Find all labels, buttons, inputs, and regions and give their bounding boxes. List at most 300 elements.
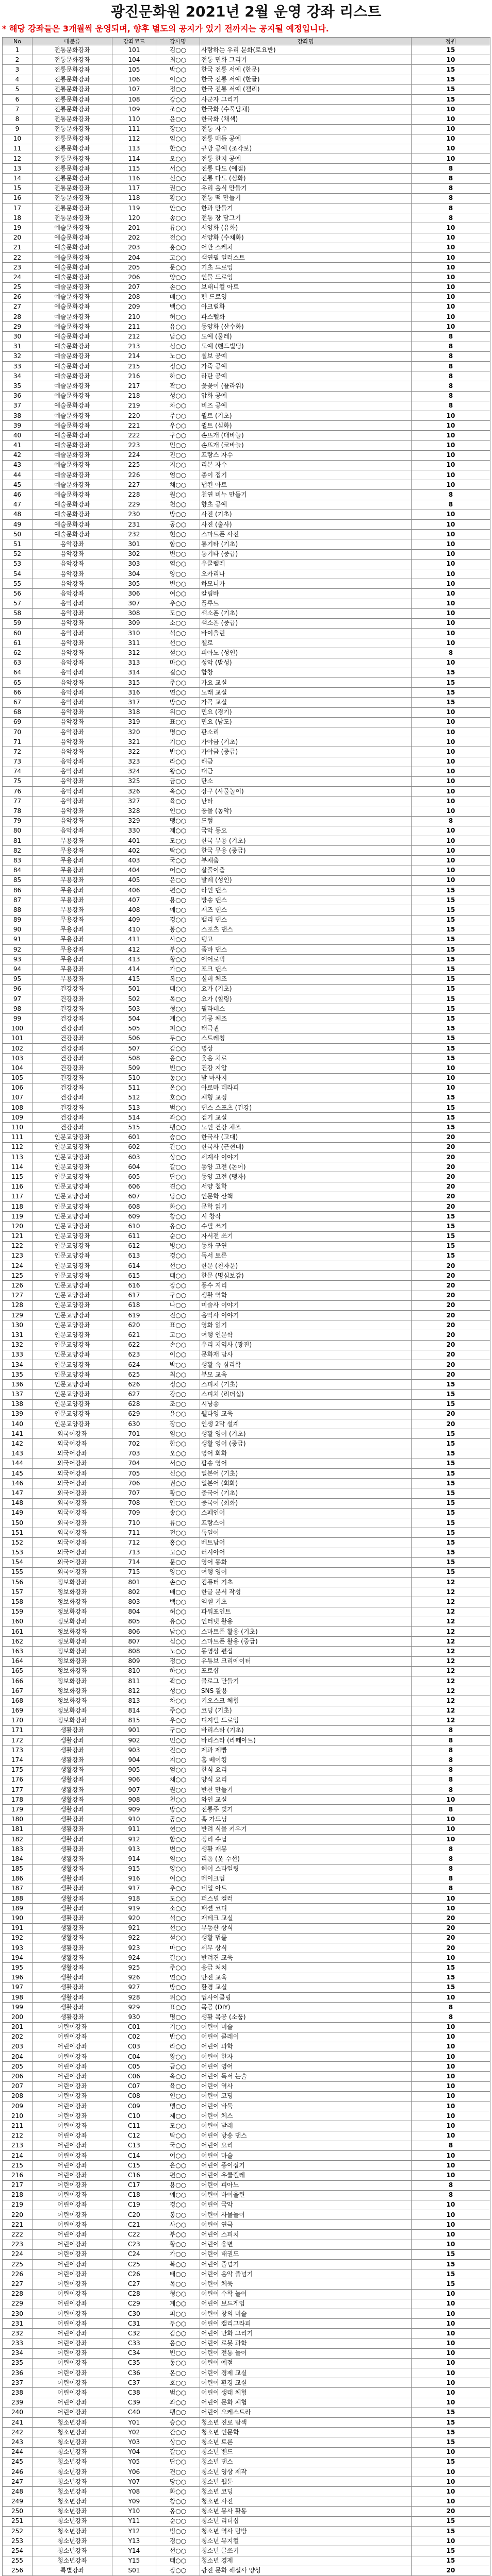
cell-course-code: 610 [112, 1222, 156, 1231]
table-row [3, 579, 490, 589]
table-row [3, 1736, 490, 1745]
cell-no: 255 [3, 2556, 32, 2566]
table-row [3, 1963, 490, 1973]
cell-course-name: 포토샵 [200, 1666, 412, 1676]
cell-no: 91 [3, 935, 32, 944]
cell-course-code: 111 [112, 124, 156, 134]
cell-category: 생활강좌 [32, 1854, 112, 1864]
cell-capacity: 10 [412, 1073, 490, 1083]
cell-course-code: 511 [112, 1083, 156, 1093]
table-row [3, 273, 490, 282]
cell-course-name: 에어로빅 [200, 955, 412, 964]
cell-capacity: 20 [412, 1370, 490, 1380]
cell-no: 13 [3, 164, 32, 174]
cell-no: 165 [3, 1666, 32, 1676]
cell-instructor: 차○○ [156, 401, 200, 411]
cell-instructor: 원○○ [156, 1785, 200, 1795]
table-row [3, 1330, 490, 1340]
table-row [3, 1864, 490, 1874]
cell-capacity: 10 [412, 2171, 490, 2180]
cell-instructor: 위○○ [156, 1992, 200, 2002]
cell-category: 생활강좌 [32, 2003, 112, 2012]
cell-no: 43 [3, 460, 32, 470]
cell-course-code: 619 [112, 1311, 156, 1320]
table-row [3, 559, 490, 569]
cell-no: 208 [3, 2091, 32, 2101]
cell-course-code: 914 [112, 1854, 156, 1864]
cell-no: 240 [3, 2408, 32, 2417]
cell-course-name: 부동산 상식 [200, 1923, 412, 1933]
cell-instructor: 양○○ [156, 273, 200, 282]
cell-instructor: 사○○ [156, 2220, 200, 2230]
cell-instructor: 두○○ [156, 1033, 200, 1043]
table-row [3, 204, 490, 213]
cell-instructor: 여○○ [156, 1874, 200, 1884]
cell-course-name: 발레 (성인) [200, 875, 412, 885]
cell-course-name: 걷기 교실 [200, 1113, 412, 1123]
cell-course-code: 508 [112, 1054, 156, 1063]
table-row [3, 520, 490, 530]
table-row [3, 945, 490, 955]
table-row [3, 1557, 490, 1567]
cell-capacity: 15 [412, 1429, 490, 1439]
cell-instructor: 황○○ [156, 1488, 200, 1498]
cell-course-code: 218 [112, 391, 156, 401]
cell-category: 인문교양강좌 [32, 1132, 112, 1142]
cell-category: 음악강좌 [32, 698, 112, 707]
cell-course-name: 색연필 일러스트 [200, 252, 412, 262]
cell-course-code: 214 [112, 351, 156, 361]
cell-instructor: 천○○ [156, 1795, 200, 1805]
cell-capacity: 10 [412, 2111, 490, 2121]
cell-course-code: 710 [112, 1518, 156, 1528]
cell-course-name: 라탄 공예 [200, 371, 412, 381]
cell-instructor: 윤○○ [156, 1409, 200, 1419]
cell-course-name: 청소년 인문학 [200, 2428, 412, 2437]
cell-course-code: 921 [112, 1923, 156, 1933]
cell-course-code: 302 [112, 549, 156, 559]
cell-capacity: 15 [412, 1518, 490, 1528]
cell-capacity: 15 [412, 1973, 490, 1982]
table-row [3, 2111, 490, 2121]
cell-no: 140 [3, 1419, 32, 1429]
cell-instructor: 손○○ [156, 1340, 200, 1350]
cell-category: 어린이강좌 [32, 2072, 112, 2081]
cell-category: 예술문화강좌 [32, 421, 112, 431]
table-row [3, 1716, 490, 1725]
cell-no: 47 [3, 500, 32, 510]
cell-no: 217 [3, 2180, 32, 2190]
table-row [3, 252, 490, 262]
cell-course-code: C11 [112, 2121, 156, 2131]
cell-no: 245 [3, 2457, 32, 2467]
cell-instructor: 변○○ [156, 549, 200, 559]
table-row [3, 2566, 490, 2575]
cell-capacity: 10 [412, 559, 490, 569]
cell-no: 244 [3, 2447, 32, 2457]
cell-category: 인문교양강좌 [32, 1350, 112, 1360]
cell-course-name: 요가 (힐링) [200, 994, 412, 1004]
table-row [3, 1389, 490, 1399]
cell-capacity: 10 [412, 2487, 490, 2497]
cell-instructor: 도○○ [156, 1894, 200, 1904]
table-row [3, 2072, 490, 2081]
cell-capacity: 8 [412, 164, 490, 174]
cell-capacity: 10 [412, 2447, 490, 2457]
cell-category: 청소년강좌 [32, 2536, 112, 2546]
cell-course-name: 퀼트 (심화) [200, 421, 412, 431]
cell-instructor: 탁○○ [156, 846, 200, 856]
cell-instructor: 목○○ [156, 2279, 200, 2289]
cell-course-name: 청소년 봉사 활동 [200, 2506, 412, 2516]
cell-course-code: Y05 [112, 2457, 156, 2467]
cell-instructor: 옥○○ [156, 787, 200, 796]
cell-course-code: C33 [112, 2338, 156, 2348]
cell-instructor: 유○○ [156, 1617, 200, 1626]
cell-no: 184 [3, 1854, 32, 1864]
cell-course-code: Y11 [112, 2516, 156, 2526]
cell-course-name: 한글 문서 작성 [200, 1587, 412, 1597]
cell-no: 134 [3, 1360, 32, 1369]
cell-no: 109 [3, 1113, 32, 1123]
cell-no: 201 [3, 2022, 32, 2032]
cell-course-name: 난타 [200, 796, 412, 806]
cell-capacity: 10 [412, 2319, 490, 2329]
table-row [3, 223, 490, 233]
cell-instructor: 감○○ [156, 1043, 200, 1053]
cell-course-code: 808 [112, 1647, 156, 1656]
table-row [3, 2171, 490, 2180]
cell-capacity: 15 [412, 2437, 490, 2447]
cell-no: 132 [3, 1340, 32, 1350]
cell-category: 예술문화강좌 [32, 381, 112, 391]
cell-instructor: 황○○ [156, 193, 200, 203]
table-row [3, 1103, 490, 1113]
cell-no: 133 [3, 1350, 32, 1360]
cell-course-name: 어린이 수학 놀이 [200, 2289, 412, 2299]
cell-course-name: 도예 (물레) [200, 332, 412, 342]
cell-course-code: 605 [112, 1172, 156, 1182]
cell-no: 246 [3, 2467, 32, 2477]
cell-category: 생활강좌 [32, 1864, 112, 1874]
cell-category: 외국어강좌 [32, 1528, 112, 1538]
table-row [3, 1933, 490, 1943]
table-row [3, 757, 490, 767]
table-row [3, 144, 490, 154]
cell-course-name: 하모니카 [200, 579, 412, 589]
cell-category: 건강강좌 [32, 1103, 112, 1113]
cell-instructor: 허○○ [156, 312, 200, 322]
cell-capacity: 10 [412, 124, 490, 134]
cell-no: 138 [3, 1399, 32, 1409]
cell-category: 생활강좌 [32, 1725, 112, 1735]
cell-instructor: 빙○○ [156, 1241, 200, 1251]
cell-category: 예술문화강좌 [32, 480, 112, 490]
cell-no: 168 [3, 1696, 32, 1706]
cell-instructor: 복○○ [156, 2260, 200, 2269]
cell-course-code: C30 [112, 2309, 156, 2318]
table-row [3, 1469, 490, 1479]
table-row [3, 2230, 490, 2240]
cell-no: 141 [3, 1429, 32, 1439]
cell-no: 54 [3, 569, 32, 579]
cell-course-code: C10 [112, 2111, 156, 2121]
cell-instructor: 승○○ [156, 2418, 200, 2428]
cell-no: 123 [3, 1251, 32, 1261]
cell-capacity: 15 [412, 84, 490, 94]
cell-category: 전통문화강좌 [32, 134, 112, 144]
table-row [3, 1201, 490, 1211]
cell-instructor: 김○○ [156, 45, 200, 55]
cell-category: 어린이강좌 [32, 2398, 112, 2408]
cell-category: 인문교양강좌 [32, 1212, 112, 1222]
cell-no: 119 [3, 1212, 32, 1222]
header-category: 대분류 [32, 38, 112, 45]
cell-no: 30 [3, 332, 32, 342]
table-row [3, 1607, 490, 1617]
cell-course-name: 청소년 웹툰 [200, 2477, 412, 2487]
table-row [3, 1162, 490, 1172]
cell-course-code: 305 [112, 579, 156, 589]
cell-course-name: 퍼스널 컬러 [200, 1894, 412, 1904]
table-row [3, 994, 490, 1004]
cell-capacity: 10 [412, 2378, 490, 2388]
table-row [3, 1479, 490, 1488]
cell-no: 220 [3, 2210, 32, 2220]
cell-course-name: 청소년 뮤지컬 [200, 2536, 412, 2546]
table-row [3, 1824, 490, 1834]
cell-course-name: 여행 인문학 [200, 1330, 412, 1340]
table-row [3, 312, 490, 322]
cell-instructor: 배○○ [156, 292, 200, 302]
cell-capacity: 10 [412, 252, 490, 262]
cell-course-code: 614 [112, 1261, 156, 1271]
cell-course-code: 917 [112, 1884, 156, 1893]
table-row [3, 1854, 490, 1864]
cell-course-name: 플루트 [200, 599, 412, 608]
cell-capacity: 10 [412, 411, 490, 420]
cell-course-name: 손뜨개 (대바늘) [200, 431, 412, 440]
cell-course-code: 609 [112, 1212, 156, 1222]
cell-course-code: 226 [112, 470, 156, 480]
table-row [3, 233, 490, 243]
cell-no: 254 [3, 2546, 32, 2556]
cell-course-name: 웃음 치료 [200, 1054, 412, 1063]
cell-no: 113 [3, 1153, 32, 1162]
cell-category: 예술문화강좌 [32, 292, 112, 302]
cell-instructor: 도○○ [156, 608, 200, 618]
cell-instructor: 류○○ [156, 1518, 200, 1528]
table-row [3, 1419, 490, 1429]
cell-category: 어린이강좌 [32, 2319, 112, 2329]
table-row [3, 460, 490, 470]
cell-instructor: 장○○ [156, 1419, 200, 1429]
cell-instructor: 윤○○ [156, 114, 200, 124]
cell-no: 215 [3, 2161, 32, 2171]
cell-category: 인문교양강좌 [32, 1172, 112, 1182]
cell-no: 206 [3, 2072, 32, 2081]
cell-no: 27 [3, 302, 32, 312]
table-row [3, 105, 490, 114]
cell-category: 생활강좌 [32, 1884, 112, 1893]
cell-course-code: 512 [112, 1093, 156, 1103]
cell-course-code: 407 [112, 895, 156, 905]
cell-instructor: 민○○ [156, 440, 200, 450]
cell-capacity: 10 [412, 757, 490, 767]
cell-no: 102 [3, 1043, 32, 1053]
cell-category: 음악강좌 [32, 767, 112, 776]
cell-course-code: C38 [112, 2388, 156, 2398]
cell-category: 음악강좌 [32, 796, 112, 806]
cell-course-code: 711 [112, 1528, 156, 1538]
table-row [3, 1340, 490, 1350]
cell-course-code: 628 [112, 1399, 156, 1409]
cell-capacity: 20 [412, 1350, 490, 1360]
cell-capacity: 15 [412, 974, 490, 984]
cell-no: 205 [3, 2062, 32, 2072]
cell-course-name: 파스텔화 [200, 312, 412, 322]
cell-no: 77 [3, 796, 32, 806]
cell-course-code: 514 [112, 1113, 156, 1123]
cell-category: 생활강좌 [32, 1943, 112, 1953]
cell-instructor: 홍○○ [156, 243, 200, 252]
cell-course-name: 청소년 글쓰기 [200, 2546, 412, 2556]
table-row [3, 589, 490, 599]
cell-category: 외국어강좌 [32, 1557, 112, 1567]
cell-course-code: 304 [112, 569, 156, 579]
cell-instructor: 단○○ [156, 2457, 200, 2467]
cell-category: 어린이강좌 [32, 2260, 112, 2269]
cell-no: 39 [3, 421, 32, 431]
table-row [3, 1755, 490, 1765]
table-row [3, 351, 490, 361]
cell-category: 인문교양강좌 [32, 1340, 112, 1350]
cell-instructor: 경○○ [156, 2536, 200, 2546]
cell-category: 생활강좌 [32, 1973, 112, 1982]
cell-no: 200 [3, 2012, 32, 2022]
cell-course-code: 309 [112, 618, 156, 628]
cell-category: 인문교양강좌 [32, 1409, 112, 1419]
cell-capacity: 20 [412, 1409, 490, 1419]
cell-no: 93 [3, 955, 32, 964]
cell-category: 생활강좌 [32, 1805, 112, 1815]
cell-category: 정보화강좌 [32, 1706, 112, 1716]
cell-course-code: C32 [112, 2329, 156, 2338]
cell-course-code: 709 [112, 1508, 156, 1518]
cell-course-name: 인터넷 활용 [200, 1617, 412, 1626]
cell-course-code: C16 [112, 2171, 156, 2180]
cell-capacity: 10 [412, 1953, 490, 1963]
cell-no: 32 [3, 351, 32, 361]
table-row [3, 875, 490, 885]
cell-instructor: 유○○ [156, 322, 200, 332]
cell-course-code: 616 [112, 1281, 156, 1291]
cell-course-name: 향초 공예 [200, 500, 412, 510]
cell-capacity: 20 [412, 1201, 490, 1211]
cell-category: 외국어강좌 [32, 1479, 112, 1488]
cell-course-name: 독일어 [200, 1528, 412, 1538]
cell-category: 인문교양강좌 [32, 1261, 112, 1271]
table-row [3, 2121, 490, 2131]
table-row [3, 618, 490, 628]
table-row [3, 55, 490, 65]
cell-capacity: 10 [412, 2220, 490, 2230]
cell-instructor: 방○○ [156, 1805, 200, 1815]
table-row [3, 2062, 490, 2072]
cell-course-code: 623 [112, 1350, 156, 1360]
cell-capacity: 10 [412, 2121, 490, 2131]
cell-course-code: 208 [112, 292, 156, 302]
cell-course-code: 301 [112, 539, 156, 549]
cell-course-name: 댄스 스포츠 (건강) [200, 1103, 412, 1113]
cell-capacity: 15 [412, 1963, 490, 1973]
cell-course-name: 디지털 드로잉 [200, 1716, 412, 1725]
cell-instructor: 모○○ [156, 836, 200, 846]
cell-course-name: 와인 교실 [200, 1795, 412, 1805]
cell-course-code: 622 [112, 1340, 156, 1350]
cell-category: 예술문화강좌 [32, 411, 112, 420]
cell-course-name: 스마트폰 사진 [200, 530, 412, 539]
table-row [3, 213, 490, 223]
cell-instructor: 염○○ [156, 1854, 200, 1864]
cell-instructor: 인○○ [156, 806, 200, 816]
cell-category: 인문교양강좌 [32, 1389, 112, 1399]
cell-course-name: 어린이 보드게임 [200, 2299, 412, 2309]
cell-capacity: 20 [412, 1172, 490, 1182]
cell-course-name: 부채춤 [200, 856, 412, 866]
cell-course-name: 중국어 (기초) [200, 1488, 412, 1498]
cell-course-name: 전통 한지 공예 [200, 154, 412, 164]
cell-course-code: 202 [112, 233, 156, 243]
cell-course-name: 어린이 영어 [200, 2062, 412, 2072]
cell-capacity: 10 [412, 549, 490, 559]
cell-course-name: 우리 음식 만들기 [200, 183, 412, 193]
cell-capacity: 8 [412, 1805, 490, 1815]
cell-course-name: 어린이 문화 체험 [200, 2398, 412, 2408]
cell-instructor: 하○○ [156, 1666, 200, 1676]
cell-no: 154 [3, 1557, 32, 1567]
table-row [3, 935, 490, 944]
cell-instructor: 기○○ [156, 737, 200, 747]
cell-category: 인문교양강좌 [32, 1291, 112, 1300]
cell-no: 16 [3, 193, 32, 203]
table-row [3, 1399, 490, 1409]
cell-category: 청소년강좌 [32, 2546, 112, 2556]
table-row [3, 2388, 490, 2398]
cell-course-name: 포크 댄스 [200, 964, 412, 974]
cell-course-code: 626 [112, 1380, 156, 1389]
table-row [3, 470, 490, 480]
cell-capacity: 10 [412, 233, 490, 243]
table-row [3, 342, 490, 351]
table-row [3, 1538, 490, 1548]
cell-course-code: 905 [112, 1765, 156, 1775]
cell-course-code: 201 [112, 223, 156, 233]
cell-course-name: 전통 다도 (심화) [200, 174, 412, 183]
table-row [3, 1795, 490, 1805]
cell-no: 99 [3, 1014, 32, 1024]
table-row [3, 282, 490, 292]
cell-course-code: 607 [112, 1192, 156, 1201]
cell-course-name: 비즈 공예 [200, 401, 412, 411]
cell-instructor: 최○○ [156, 55, 200, 65]
cell-course-code: 308 [112, 608, 156, 618]
cell-course-name: 동영상 편집 [200, 1647, 412, 1656]
cell-category: 무용강좌 [32, 836, 112, 846]
table-row [3, 1884, 490, 1893]
cell-course-name: 청소년 역사 탐방 [200, 2527, 412, 2536]
cell-capacity: 15 [412, 688, 490, 698]
